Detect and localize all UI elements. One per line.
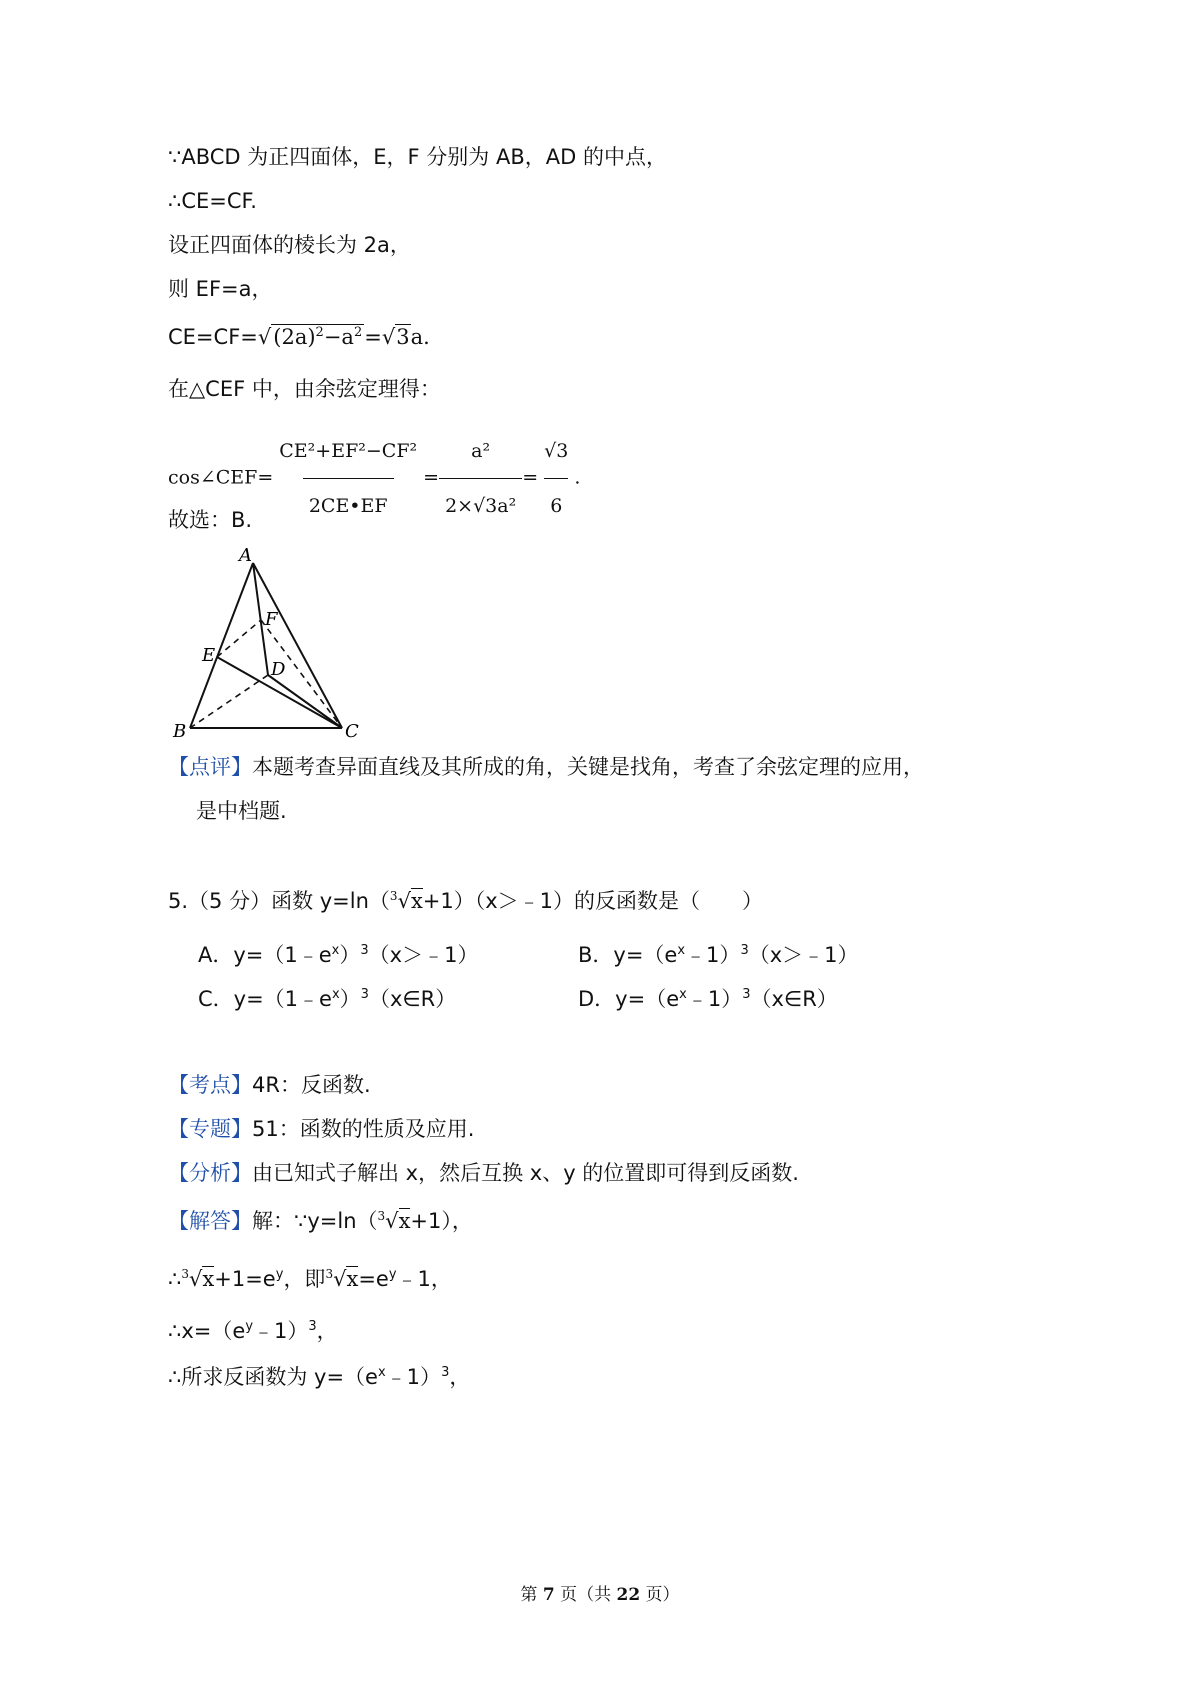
kaodian-line: 【考点】4R：反函数. (168, 1073, 371, 1097)
fraction-2: $\frac{\text{a²}}{\text{2×√3a²}}$ (439, 426, 522, 531)
cube-root-x: $^3$√x (181, 1267, 215, 1291)
solution-line-1: ∵ABCD 为正四面体，E，F 分别为 AB，AD 的中点， (168, 145, 667, 169)
step-3: ∴所求反函数为 $y=(e^x﹣1)^3$， (168, 1365, 471, 1389)
review-tag: 【点评】 (168, 755, 252, 779)
review-line-1: 【点评】本题考查异面直线及其所成的角，关键是找角，考查了余弦定理的应用， (168, 755, 924, 779)
step-2: $\therefore x=(e^y﹣1)^3$， (168, 1319, 338, 1343)
cosine-formula: cos∠CEF= $\frac{\text{CE²+EF²−CF²}}{2CE•EF}$ = $\frac{\text{a²}}{\text{2×√3a²}}$ = $\frac{√3}{6}$ . (168, 426, 580, 531)
option-c: C．$y=(1﹣e^x)^3(x\in R)$ (198, 987, 457, 1011)
solution-line-2: ∴CE=CF. (168, 189, 257, 213)
fenxi-tag: 【分析】 (168, 1161, 252, 1185)
page-number: 7 (542, 1585, 555, 1605)
review-line-2: 是中档题. (196, 799, 287, 823)
fraction-3: $\frac{√3}{6}$ (538, 426, 574, 531)
label-b: B (173, 721, 187, 742)
zhuanti-tag: 【专题】 (168, 1117, 252, 1141)
sqrt-expression: $√(2a)^2-a^2$ (257, 325, 363, 349)
label-c: C (345, 721, 359, 742)
edge-dc (268, 675, 342, 728)
fraction-1: $\frac{\text{CE²+EF²−CF²}}{2CE•EF}$ (273, 426, 423, 531)
label-e: E (202, 645, 216, 666)
step-1: $\therefore^3√x+1=e^y$，即$^3√x=e^y﹣1$， (168, 1267, 452, 1291)
option-a: A．$y=(1﹣e^x)^3(x>﹣1)$ (198, 943, 479, 967)
label-a: A (239, 545, 252, 566)
edge-bd-dashed (190, 675, 268, 728)
solution-line-6: 在△CEF 中，由余弦定理得： (168, 377, 441, 401)
total-pages: 22 (616, 1585, 641, 1605)
page-footer: 第 7 页（共 22 页） (520, 1585, 680, 1605)
zhuanti-line: 【专题】51：函数的性质及应用. (168, 1117, 475, 1141)
edge-ab (190, 563, 253, 728)
cube-root-x: $^3$√x (325, 1267, 359, 1291)
jieda-tag: 【解答】 (168, 1209, 252, 1233)
sqrt-3: √3 (381, 325, 410, 349)
solution-line-8: 故选：B. (168, 508, 253, 532)
question-5-stem: 5.（5 分）函数 y=ln（$^3$√x+1）（x＞﹣1）的反函数是（ ） (168, 889, 764, 913)
kaodian-tag: 【考点】 (168, 1073, 252, 1097)
cube-root-x: $^3$√x (377, 1209, 411, 1233)
label-d: D (271, 659, 286, 680)
solution-line-4: 则 EF=a， (168, 277, 273, 301)
solution-line-5: $CE=CF=√(2a)^2-a^2=√3a$. (168, 325, 430, 349)
jieda-line: 【解答】解：∵y=ln（$^3$√x+1）， (168, 1209, 473, 1233)
option-b: B．$y=(e^x﹣1)^3(x>﹣1)$ (578, 943, 859, 967)
cube-root-x: $^3$√x (389, 889, 423, 913)
label-f: F (265, 609, 278, 630)
ce-cf-prefix: CE=CF= (168, 325, 258, 349)
fenxi-line: 【分析】由已知式子解出 x，然后互换 x、y 的位置即可得到反函数. (168, 1161, 799, 1185)
solution-line-3: 设正四面体的棱长为 2a， (168, 233, 411, 257)
tetrahedron-figure (165, 545, 375, 745)
option-d: D．$y=(e^x﹣1)^3(x\in R)$ (578, 987, 838, 1011)
